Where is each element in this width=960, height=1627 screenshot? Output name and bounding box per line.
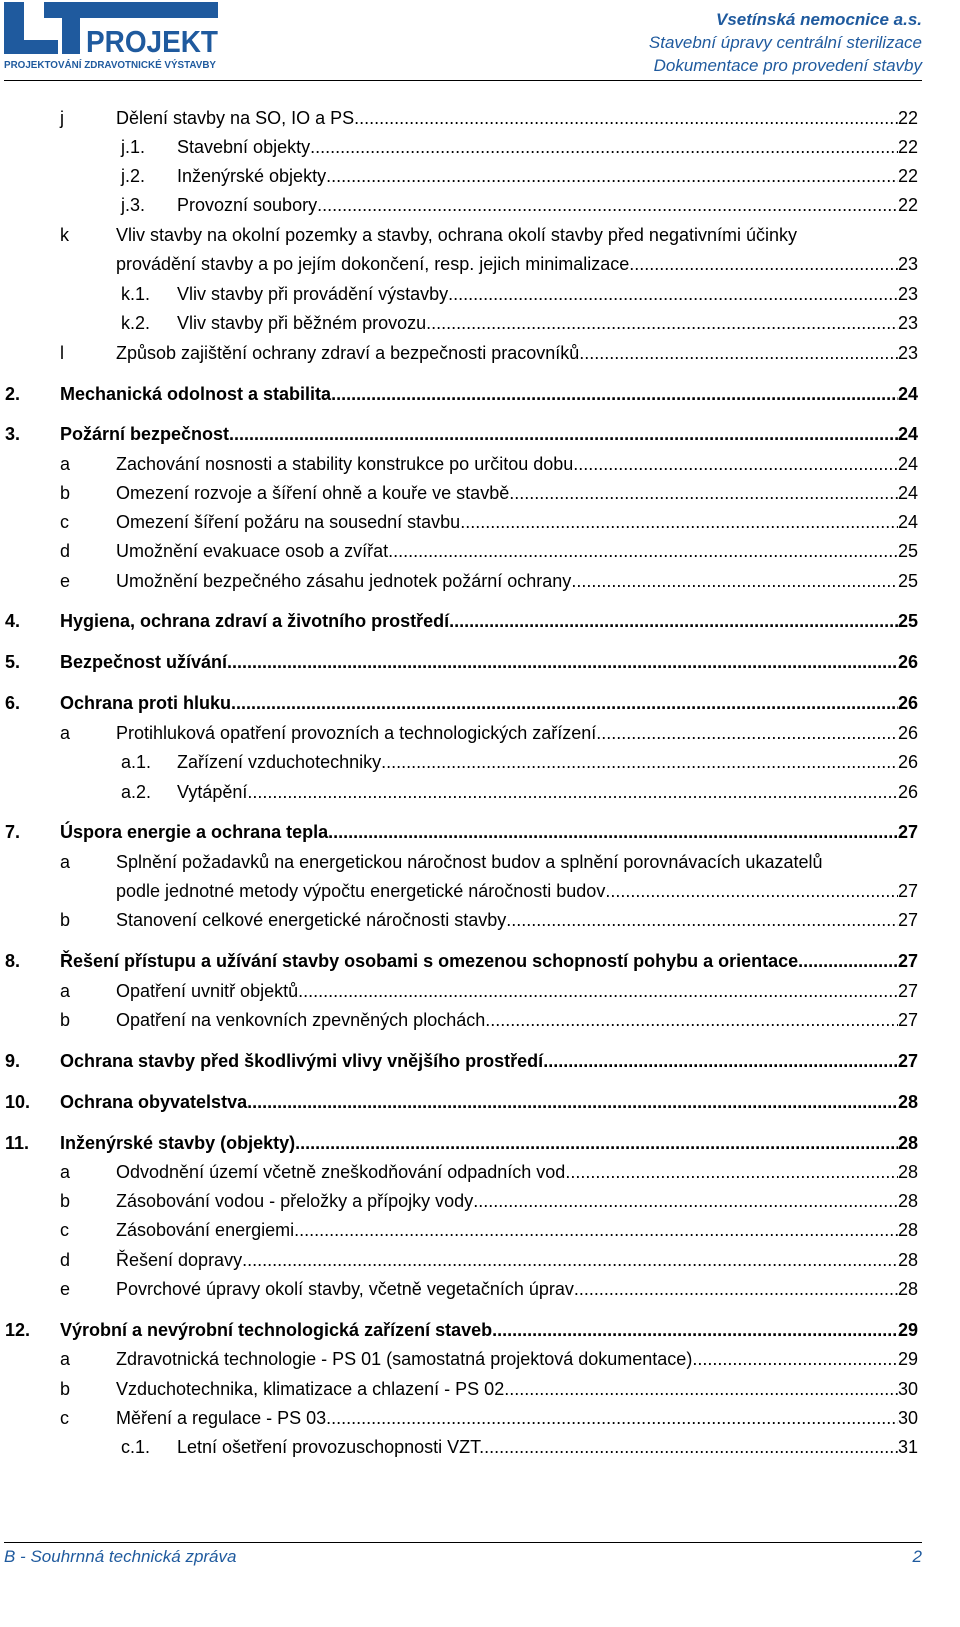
toc-number: 9. (5, 1051, 21, 1071)
toc-page: 26 (897, 752, 918, 772)
toc-entry[interactable] (0, 1246, 960, 1275)
toc-title: Vzduchotechnika, klimatizace a chlazení - PS 02 (116, 1379, 505, 1399)
toc-title: Zásobování energiemi (116, 1220, 295, 1240)
toc-title: Zásobování vodou - přeložky a přípojky vody (116, 1191, 474, 1211)
toc-entry[interactable] (0, 339, 960, 368)
footer-divider (4, 1542, 922, 1543)
toc-page: 27 (897, 1051, 918, 1071)
toc-page: 26 (897, 723, 918, 743)
toc-page: 23 (897, 284, 918, 304)
toc-page: 28 (897, 1162, 918, 1182)
toc-page: 27 (897, 881, 918, 901)
toc-page: 22 (897, 166, 918, 186)
toc-number: 12. (5, 1320, 31, 1340)
toc-page: 25 (897, 541, 918, 561)
toc-page: 24 (897, 454, 918, 474)
toc-page: 22 (897, 195, 918, 215)
toc-entry-continuation[interactable] (0, 877, 960, 906)
toc-title: Hygiena, ochrana zdraví a životního prostředí (60, 611, 450, 631)
toc-page: 31 (897, 1437, 918, 1457)
toc-number: 7. (5, 822, 21, 842)
toc-number: l (60, 343, 64, 363)
toc-title: Měření a regulace - PS 03 (116, 1408, 327, 1428)
toc-section[interactable] (0, 648, 960, 677)
toc-page: 23 (897, 343, 918, 363)
toc-entry[interactable] (0, 748, 960, 777)
toc-entry[interactable] (0, 133, 960, 162)
toc-page: 28 (897, 1220, 918, 1240)
toc-number: a (60, 454, 71, 474)
toc-entry[interactable] (0, 104, 960, 133)
toc-title: Opatření na venkovních zpevněných plochách (116, 1010, 486, 1030)
toc-page: 27 (897, 981, 918, 1001)
toc-title: Inženýrské objekty (177, 166, 327, 186)
logo-subtitle: PROJEKTOVÁNÍ ZDRAVOTNICKÉ VÝSTAVBY (4, 60, 220, 71)
toc-page: 30 (897, 1408, 918, 1428)
toc-number: c.1. (121, 1437, 151, 1457)
toc-number: b (60, 483, 71, 503)
toc-title: Vliv stavby při běžném provozu (177, 313, 427, 333)
toc-title: Požární bezpečnost (60, 424, 230, 444)
toc-page: 28 (897, 1092, 918, 1112)
toc-page: 23 (897, 313, 918, 333)
toc-section[interactable] (0, 607, 960, 636)
svg-text:PROJEKT: PROJEKT (86, 24, 219, 59)
toc-title: Řešení dopravy (116, 1250, 243, 1270)
toc-number: j.3. (121, 195, 146, 215)
toc-page: 28 (897, 1191, 918, 1211)
page-number: 2 (912, 1547, 922, 1566)
hospital-name: Vsetínská nemocnice a.s. (716, 10, 922, 29)
toc-entry[interactable] (0, 906, 960, 935)
page-header (0, 0, 960, 84)
toc-page: 23 (897, 254, 918, 274)
toc-entry[interactable] (0, 1187, 960, 1216)
toc-entry[interactable] (0, 221, 960, 250)
toc-page: 27 (897, 951, 918, 971)
document-stage: Dokumentace pro provedení stavby (653, 56, 922, 75)
toc-number: c (60, 1220, 69, 1240)
toc-number: a (60, 723, 71, 743)
toc-page: 27 (897, 910, 918, 930)
toc-title: Mechanická odolnost a stabilita (60, 384, 332, 404)
toc-title: Vliv stavby při provádění výstavby (177, 284, 449, 304)
toc-title: Ochrana proti hluku (60, 693, 232, 713)
toc-title: provádění stavby a po jejím dokončení, resp. jejich minimalizace (116, 254, 630, 274)
toc-section[interactable] (0, 818, 960, 847)
toc-title: Stavební objekty (177, 137, 311, 157)
toc-entry[interactable] (0, 1375, 960, 1404)
toc-page: 26 (897, 782, 918, 802)
toc-title: podle jednotné metody výpočtu energetické náročnosti budov (116, 881, 606, 901)
toc-title: Řešení přístupu a užívání stavby osobami s omezenou schopností pohybu a orientace (60, 951, 799, 971)
toc-entry[interactable] (0, 778, 960, 807)
toc-number: a (60, 852, 71, 872)
toc-page: 28 (897, 1279, 918, 1299)
toc-entry[interactable] (0, 977, 960, 1006)
toc-title: Zachování nosnosti a stability konstrukce po určitou dobu (116, 454, 574, 474)
toc-title: Omezení rozvoje a šíření ohně a kouře ve stavbě (116, 483, 510, 503)
toc-entry[interactable] (0, 508, 960, 537)
toc-number: 11. (5, 1133, 30, 1153)
toc-title: Umožnění evakuace osob a zvířat (116, 541, 389, 561)
toc-entry[interactable] (0, 280, 960, 309)
toc-number: k.2. (121, 313, 151, 333)
toc-number: j (60, 108, 64, 128)
toc-page: 22 (897, 137, 918, 157)
toc-number: b (60, 1379, 71, 1399)
toc-entry[interactable] (0, 1006, 960, 1035)
toc-title: Výrobní a nevýrobní technologická zařízení staveb (60, 1320, 493, 1340)
toc-section[interactable] (0, 420, 960, 449)
toc-page: 27 (897, 1010, 918, 1030)
project-name: Stavební úpravy centrální sterilizace (648, 33, 922, 52)
toc-title: Zařízení vzduchotechniky (177, 752, 382, 772)
toc-number: d (60, 541, 71, 561)
toc-number: 3. (5, 424, 21, 444)
toc-title: Ochrana stavby před škodlivými vlivy vnějšího prostředí (60, 1051, 544, 1071)
toc-page: 26 (897, 693, 918, 713)
lt-projekt-logo (4, 2, 220, 72)
toc-title: Omezení šíření požáru na sousední stavbu (116, 512, 461, 532)
toc-number: a.1. (121, 752, 152, 772)
toc-number: 5. (5, 652, 21, 672)
toc-entry[interactable] (0, 1404, 960, 1433)
toc-title: Ochrana obyvatelstva (60, 1092, 248, 1112)
toc-number: a.2. (121, 782, 152, 802)
toc-page: 24 (897, 512, 918, 532)
toc-number: c (60, 1408, 69, 1428)
toc-entry[interactable] (0, 537, 960, 566)
toc-title: Odvodnění území včetně zneškodňování odpadních vod (116, 1162, 566, 1182)
toc-entry[interactable] (0, 1216, 960, 1245)
toc-title: Povrchové úpravy okolí stavby, včetně vegetačních úprav (116, 1279, 574, 1299)
toc-title: Stanovení celkové energetické náročnosti stavby (116, 910, 507, 930)
toc-entry[interactable] (0, 1345, 960, 1374)
toc-entry[interactable] (0, 479, 960, 508)
toc-number: a (60, 1349, 71, 1369)
toc-number: k.1. (121, 284, 151, 304)
toc-title: Zdravotnická technologie - PS 01 (samostatná projektová dokumentace) (116, 1349, 693, 1369)
toc-title-line1: Vliv stavby na okolní pozemky a stavby, ochrana okolí stavby před negativními účinky (116, 225, 798, 245)
toc-number: e (60, 571, 71, 591)
toc-number: b (60, 1191, 71, 1211)
toc-title: Vytápění (177, 782, 248, 802)
toc-page: 28 (897, 1250, 918, 1270)
toc-page: 24 (897, 483, 918, 503)
toc-number: a (60, 1162, 71, 1182)
toc-number: 6. (5, 693, 21, 713)
toc-page: 25 (897, 571, 918, 591)
toc-entry[interactable] (0, 1433, 960, 1462)
toc-section[interactable] (0, 689, 960, 718)
toc-title: Umožnění bezpečného zásahu jednotek požární ochrany (116, 571, 572, 591)
toc-page: 29 (897, 1349, 918, 1369)
toc-entry[interactable] (0, 1275, 960, 1304)
toc-section[interactable] (0, 380, 960, 409)
toc-title: Bezpečnost užívání (60, 652, 228, 672)
toc-number: 2. (5, 384, 21, 404)
toc-title: Letní ošetření provozuschopnosti VZT. (177, 1437, 485, 1457)
toc-title: Úspora energie a ochrana tepla (60, 822, 329, 842)
toc-page: 26 (897, 652, 918, 672)
toc-section[interactable] (0, 1088, 960, 1117)
toc-number: a (60, 981, 71, 1001)
toc-entry[interactable] (0, 309, 960, 338)
toc-page: 30 (897, 1379, 918, 1399)
toc-page: 28 (897, 1133, 918, 1153)
project-info (649, 8, 922, 77)
toc-title: Dělení stavby na SO, IO a PS (116, 108, 355, 128)
toc-section[interactable] (0, 1129, 960, 1158)
toc-title: Způsob zajištění ochrany zdraví a bezpečnosti pracovníků (116, 343, 580, 363)
toc-entry[interactable] (0, 1158, 960, 1187)
toc-entry-continuation[interactable] (0, 250, 960, 279)
toc-number: 10. (5, 1092, 31, 1112)
toc-number: d (60, 1250, 71, 1270)
toc-page: 22 (897, 108, 918, 128)
header-divider (4, 80, 922, 81)
toc-number: 8. (5, 951, 21, 971)
toc-entry[interactable] (0, 567, 960, 596)
toc-entry[interactable] (0, 191, 960, 220)
toc-number: 4. (5, 611, 21, 631)
toc-number: e (60, 1279, 71, 1299)
toc-title: Opatření uvnitř objektů (116, 981, 299, 1001)
toc-page: 27 (897, 822, 918, 842)
toc-number: k (60, 225, 69, 245)
toc-entry[interactable] (0, 450, 960, 479)
toc-section[interactable] (0, 947, 960, 976)
toc-title: Provozní soubory (177, 195, 318, 215)
toc-entry[interactable] (0, 848, 960, 877)
toc-entry[interactable] (0, 162, 960, 191)
toc-title: Inženýrské stavby (objekty) (60, 1133, 296, 1153)
toc-page: 29 (897, 1320, 918, 1340)
toc-number: j.1. (121, 137, 146, 157)
toc-section[interactable] (0, 1047, 960, 1076)
toc-title-line1: Splnění požadavků na energetickou náročnost budov a splnění porovnávacích ukazatelů (116, 852, 823, 872)
company-logo (4, 2, 220, 72)
toc-section[interactable] (0, 1316, 960, 1345)
toc-number: c (60, 512, 69, 532)
toc-page: 24 (897, 424, 918, 444)
toc-number: b (60, 910, 71, 930)
toc-title: Protihluková opatření provozních a technologických zařízení (116, 723, 597, 743)
toc-number: b (60, 1010, 71, 1030)
toc-page: 24 (897, 384, 918, 404)
toc-number: j.2. (121, 166, 146, 186)
page-footer (4, 1545, 922, 1569)
toc-page: 25 (897, 611, 918, 631)
toc-entry[interactable] (0, 719, 960, 748)
document-name: B - Souhrnná technická zpráva (4, 1547, 237, 1566)
